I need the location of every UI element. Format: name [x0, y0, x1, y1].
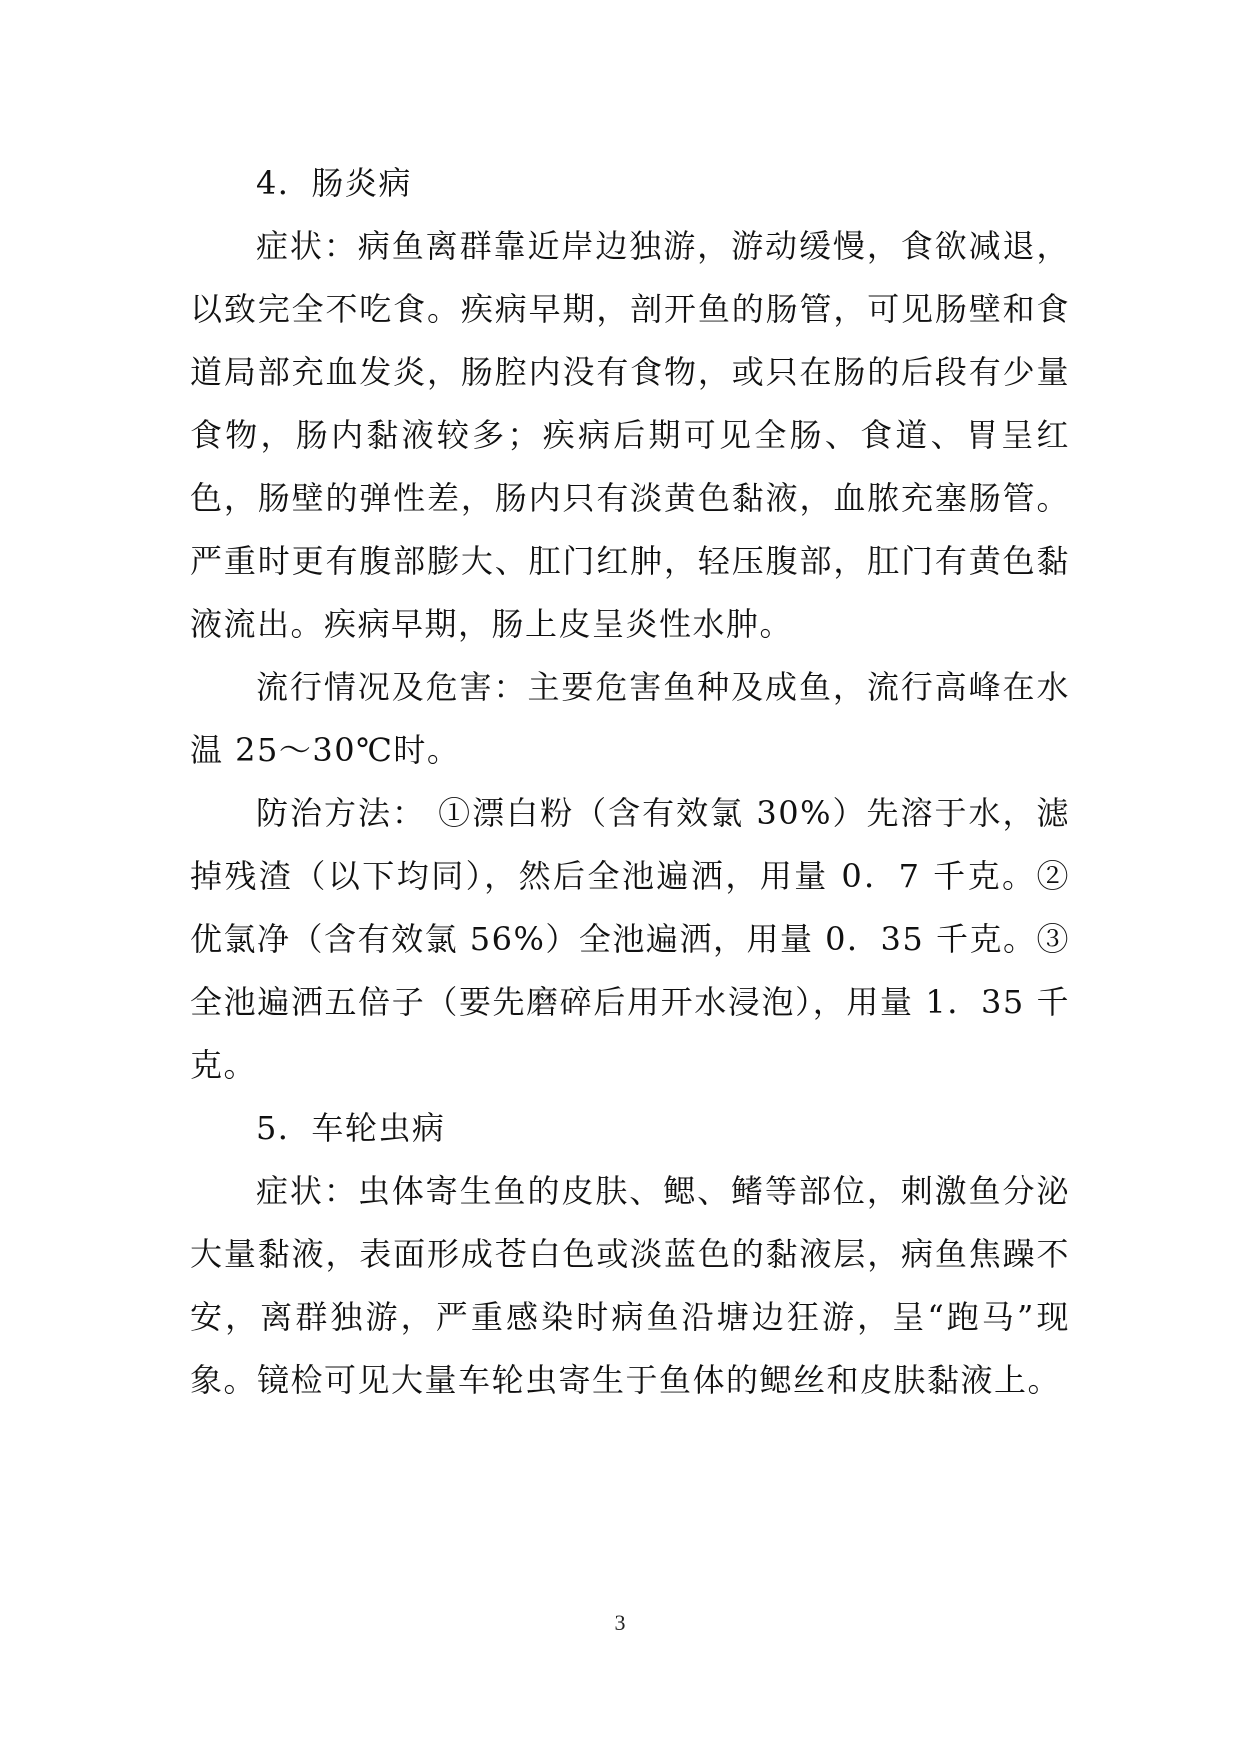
- section-heading-enteritis: 4．肠炎病: [256, 164, 412, 202]
- paragraph-symptoms-enteritis: 症状：病鱼离群靠近岸边独游，游动缓慢，食欲减退，以致完全不吃食。疾病早期，剖开鱼的肠管，可见肠壁和食道局部充血发炎，肠腔内没有食物，或只在肠的后段有少量食物，肠内黏液较多；疾病后期可见全肠、食道、胃呈红色，肠壁的弹性差，肠内只有淡黄色黏液，血脓充塞肠管。严重时更有腹部膨大、肛门红肿，轻压腹部，肛门有黄色黏液流出。疾病早期，肠上皮呈炎性水肿。: [190, 227, 1070, 643]
- page-number: 3: [614, 1610, 626, 1635]
- section-heading-trichodiniasis: 5．车轮虫病: [256, 1109, 446, 1147]
- document-body: [190, 152, 1070, 1412]
- paragraph-epidemic-enteritis: 流行情况及危害：主要危害鱼种及成鱼，流行高峰在水温 25～30℃时。: [190, 668, 1070, 769]
- paragraph-treatment-enteritis: 防治方法： ①漂白粉（含有效氯 30%）先溶于水，滤掉残渣（以下均同），然后全池遍洒，用量 0．7 千克。②优氯净（含有效氯 56%）全池遍洒，用量 0．35 千克。③全池遍洒五倍子（要先磨碎后用开水浸泡），用量 1．35 千克。: [190, 794, 1070, 1084]
- paragraph-symptoms-trichodiniasis: 症状：虫体寄生鱼的皮肤、鳃、鳍等部位，刺激鱼分泌大量黏液，表面形成苍白色或淡蓝色的黏液层，病鱼焦躁不安，离群独游，严重感染时病鱼沿塘边狂游，呈“跑马”现象。镜检可见大量车轮虫寄生于鱼体的鳃丝和皮肤黏液上。: [190, 1172, 1070, 1399]
